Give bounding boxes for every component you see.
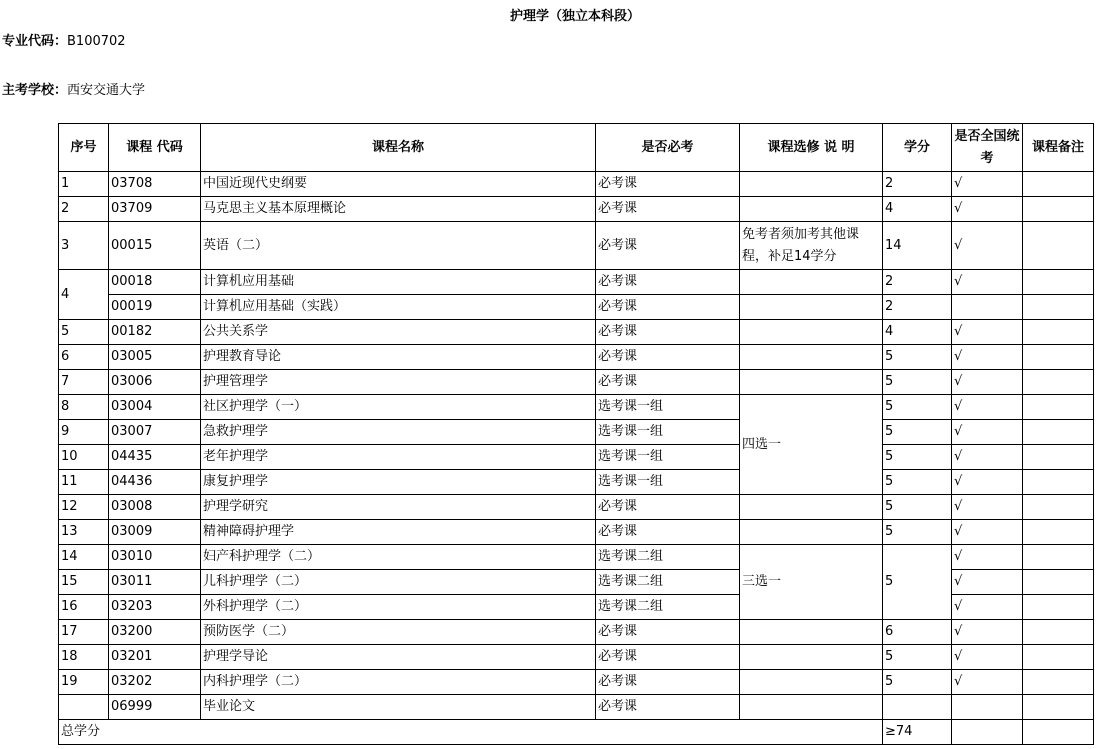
cell-remark	[1023, 445, 1094, 470]
table-row	[59, 670, 1094, 695]
cell-credits: 2	[883, 172, 952, 197]
cell-national: √	[952, 645, 1023, 670]
cell-code: 03006	[109, 370, 201, 395]
cell-remark	[1023, 345, 1094, 370]
cell-national: √	[952, 320, 1023, 345]
cell-national: √	[952, 197, 1023, 222]
cell-national: √	[952, 345, 1023, 370]
cell-seq: 9	[59, 420, 109, 445]
cell-name: 计算机应用基础	[201, 270, 596, 295]
cell-required: 选考课二组	[596, 595, 740, 620]
header-code: 课程 代码	[109, 124, 201, 172]
cell-code: 04435	[109, 445, 201, 470]
cell-seq: 15	[59, 570, 109, 595]
header-note: 课程选修 说 明	[740, 124, 883, 172]
table-row	[59, 495, 1094, 520]
cell-seq: 14	[59, 545, 109, 570]
cell-credits-group-2: 5	[883, 545, 952, 620]
cell-national: √	[952, 370, 1023, 395]
cell-seq: 11	[59, 470, 109, 495]
cell-national: √	[952, 570, 1023, 595]
cell-name: 内科护理学（二）	[201, 670, 596, 695]
cell-code: 03201	[109, 645, 201, 670]
cell-national: √	[952, 395, 1023, 420]
cell-note-group-2: 三选一	[740, 545, 883, 620]
cell-seq: 19	[59, 670, 109, 695]
school-line	[2, 79, 145, 98]
table-row	[59, 620, 1094, 645]
cell-remark	[1023, 370, 1094, 395]
cell-national: √	[952, 670, 1023, 695]
table-row	[59, 295, 1094, 320]
cell-remark	[1023, 545, 1094, 570]
cell-note	[740, 670, 883, 695]
cell-code: 03708	[109, 172, 201, 197]
cell-credits: 5	[883, 670, 952, 695]
cell-required: 必考课	[596, 172, 740, 197]
cell-note	[740, 495, 883, 520]
cell-remark	[1023, 495, 1094, 520]
cell-name: 中国近现代史纲要	[201, 172, 596, 197]
table-row	[59, 645, 1094, 670]
cell-note	[740, 270, 883, 295]
cell-name: 护理学导论	[201, 645, 596, 670]
cell-seq: 12	[59, 495, 109, 520]
cell-remark	[1023, 420, 1094, 445]
table-row	[59, 172, 1094, 197]
cell-note	[740, 295, 883, 320]
cell-name: 儿科护理学（二）	[201, 570, 596, 595]
cell-name: 护理教育导论	[201, 345, 596, 370]
cell-required: 必考课	[596, 370, 740, 395]
cell-required: 必考课	[596, 620, 740, 645]
cell-national: √	[952, 470, 1023, 495]
cell-national: √	[952, 445, 1023, 470]
cell-credits: 4	[883, 197, 952, 222]
cell-required: 必考课	[596, 645, 740, 670]
school-value: 西安交通大学	[67, 83, 146, 98]
table-row	[59, 470, 1094, 495]
cell-credits: 14	[883, 222, 952, 270]
cell-required: 选考课一组	[596, 470, 740, 495]
cell-national: √	[952, 595, 1023, 620]
header-national: 是否全国统考	[952, 124, 1023, 172]
cell-name: 预防医学（二）	[201, 620, 596, 645]
cell-national: √	[952, 172, 1023, 197]
cell-seq: 6	[59, 345, 109, 370]
cell-name: 外科护理学（二）	[201, 595, 596, 620]
cell-credits: 2	[883, 270, 952, 295]
cell-note	[740, 197, 883, 222]
cell-remark	[1023, 595, 1094, 620]
cell-required: 选考课一组	[596, 445, 740, 470]
cell-note	[740, 520, 883, 545]
cell-code: 03203	[109, 595, 201, 620]
cell-seq: 1	[59, 172, 109, 197]
cell-name: 急救护理学	[201, 420, 596, 445]
cell-note	[740, 345, 883, 370]
table-row	[59, 445, 1094, 470]
cell-code: 00182	[109, 320, 201, 345]
header-credits: 学分	[883, 124, 952, 172]
cell-credits: 5	[883, 395, 952, 420]
cell-code: 03011	[109, 570, 201, 595]
school-label: 主考学校：	[2, 83, 68, 98]
cell-required: 必考课	[596, 320, 740, 345]
cell-required: 必考课	[596, 295, 740, 320]
cell-national: √	[952, 620, 1023, 645]
table-row	[59, 197, 1094, 222]
cell-seq: 10	[59, 445, 109, 470]
cell-national	[952, 295, 1023, 320]
cell-note	[740, 695, 883, 720]
cell-required: 选考课一组	[596, 395, 740, 420]
table-header-row	[59, 124, 1094, 172]
cell-seq: 16	[59, 595, 109, 620]
cell-required: 选考课二组	[596, 570, 740, 595]
cell-credits: 5	[883, 470, 952, 495]
cell-note	[740, 620, 883, 645]
cell-required: 必考课	[596, 695, 740, 720]
cell-remark	[1023, 270, 1094, 295]
cell-name: 护理学研究	[201, 495, 596, 520]
major-code-label: 专业代码：	[2, 34, 68, 49]
course-plan-table	[58, 123, 1094, 745]
cell-code: 03200	[109, 620, 201, 645]
cell-required: 必考课	[596, 270, 740, 295]
cell-code: 03007	[109, 420, 201, 445]
cell-credits: 4	[883, 320, 952, 345]
cell-national: √	[952, 270, 1023, 295]
table-row	[59, 270, 1094, 295]
cell-code: 00018	[109, 270, 201, 295]
cell-code: 00015	[109, 222, 201, 270]
cell-required: 必考课	[596, 197, 740, 222]
cell-note	[740, 320, 883, 345]
cell-required: 必考课	[596, 520, 740, 545]
table-row	[59, 520, 1094, 545]
cell-code: 03010	[109, 545, 201, 570]
cell-remark	[1023, 172, 1094, 197]
cell-note	[740, 370, 883, 395]
table-row	[59, 395, 1094, 420]
cell-remark	[1023, 620, 1094, 645]
cell-national: √	[952, 520, 1023, 545]
cell-name: 精神障碍护理学	[201, 520, 596, 545]
cell-required: 必考课	[596, 670, 740, 695]
header-seq: 序号	[59, 124, 109, 172]
table-row	[59, 695, 1094, 720]
cell-credits: 5	[883, 495, 952, 520]
cell-seq: 3	[59, 222, 109, 270]
cell-seq: 13	[59, 520, 109, 545]
cell-national	[952, 695, 1023, 720]
cell-code: 03009	[109, 520, 201, 545]
table-row	[59, 545, 1094, 570]
cell-remark	[1023, 720, 1094, 745]
cell-note	[740, 645, 883, 670]
major-code-line	[2, 30, 126, 49]
cell-required: 必考课	[596, 345, 740, 370]
cell-required: 选考课一组	[596, 420, 740, 445]
cell-code: 03008	[109, 495, 201, 520]
cell-remark	[1023, 222, 1094, 270]
cell-note	[740, 172, 883, 197]
cell-name: 妇产科护理学（二）	[201, 545, 596, 570]
cell-code: 04436	[109, 470, 201, 495]
cell-remark	[1023, 670, 1094, 695]
cell-credits: 5	[883, 520, 952, 545]
total-value: ≥74	[883, 720, 952, 745]
cell-seq: 8	[59, 395, 109, 420]
cell-code: 03005	[109, 345, 201, 370]
cell-name: 老年护理学	[201, 445, 596, 470]
cell-remark	[1023, 470, 1094, 495]
cell-name: 康复护理学	[201, 470, 596, 495]
cell-seq: 4	[59, 270, 109, 320]
cell-note: 免考者须加考其他课程，补足14学分	[740, 222, 883, 270]
cell-seq: 7	[59, 370, 109, 395]
cell-remark	[1023, 197, 1094, 222]
cell-code: 03004	[109, 395, 201, 420]
cell-national: √	[952, 420, 1023, 445]
table-row	[59, 320, 1094, 345]
cell-credits	[883, 695, 952, 720]
cell-credits: 5	[883, 445, 952, 470]
cell-credits: 6	[883, 620, 952, 645]
cell-code: 00019	[109, 295, 201, 320]
cell-note-group-1: 四选一	[740, 395, 883, 495]
cell-seq: 5	[59, 320, 109, 345]
cell-name: 护理管理学	[201, 370, 596, 395]
table-row	[59, 370, 1094, 395]
cell-national: √	[952, 222, 1023, 270]
cell-name: 马克思主义基本原理概论	[201, 197, 596, 222]
cell-credits: 2	[883, 295, 952, 320]
cell-remark	[1023, 520, 1094, 545]
cell-credits: 5	[883, 420, 952, 445]
cell-seq: 2	[59, 197, 109, 222]
table-row	[59, 345, 1094, 370]
header-remark: 课程备注	[1023, 124, 1094, 172]
cell-seq	[59, 695, 109, 720]
cell-code: 03202	[109, 670, 201, 695]
page-title: 护理学（独立本科段）	[509, 9, 640, 24]
cell-required: 必考课	[596, 495, 740, 520]
cell-required: 选考课二组	[596, 545, 740, 570]
cell-name: 计算机应用基础（实践）	[201, 295, 596, 320]
cell-remark	[1023, 395, 1094, 420]
table-row	[59, 222, 1094, 270]
cell-national	[952, 720, 1023, 745]
cell-seq: 18	[59, 645, 109, 670]
cell-seq: 17	[59, 620, 109, 645]
cell-remark	[1023, 695, 1094, 720]
header-required: 是否必考	[596, 124, 740, 172]
cell-remark	[1023, 645, 1094, 670]
header-name: 课程名称	[201, 124, 596, 172]
cell-remark	[1023, 295, 1094, 320]
cell-code: 06999	[109, 695, 201, 720]
cell-required: 必考课	[596, 222, 740, 270]
total-row	[59, 720, 1094, 745]
cell-remark	[1023, 320, 1094, 345]
cell-name: 毕业论文	[201, 695, 596, 720]
cell-national: √	[952, 495, 1023, 520]
cell-national: √	[952, 545, 1023, 570]
cell-remark	[1023, 570, 1094, 595]
cell-credits: 5	[883, 645, 952, 670]
cell-credits: 5	[883, 345, 952, 370]
cell-code: 03709	[109, 197, 201, 222]
cell-credits: 5	[883, 370, 952, 395]
total-label: 总学分	[59, 720, 883, 745]
major-code-value: B100702	[67, 34, 126, 49]
cell-name: 公共关系学	[201, 320, 596, 345]
table-row	[59, 420, 1094, 445]
cell-name: 社区护理学（一）	[201, 395, 596, 420]
cell-name: 英语（二）	[201, 222, 596, 270]
